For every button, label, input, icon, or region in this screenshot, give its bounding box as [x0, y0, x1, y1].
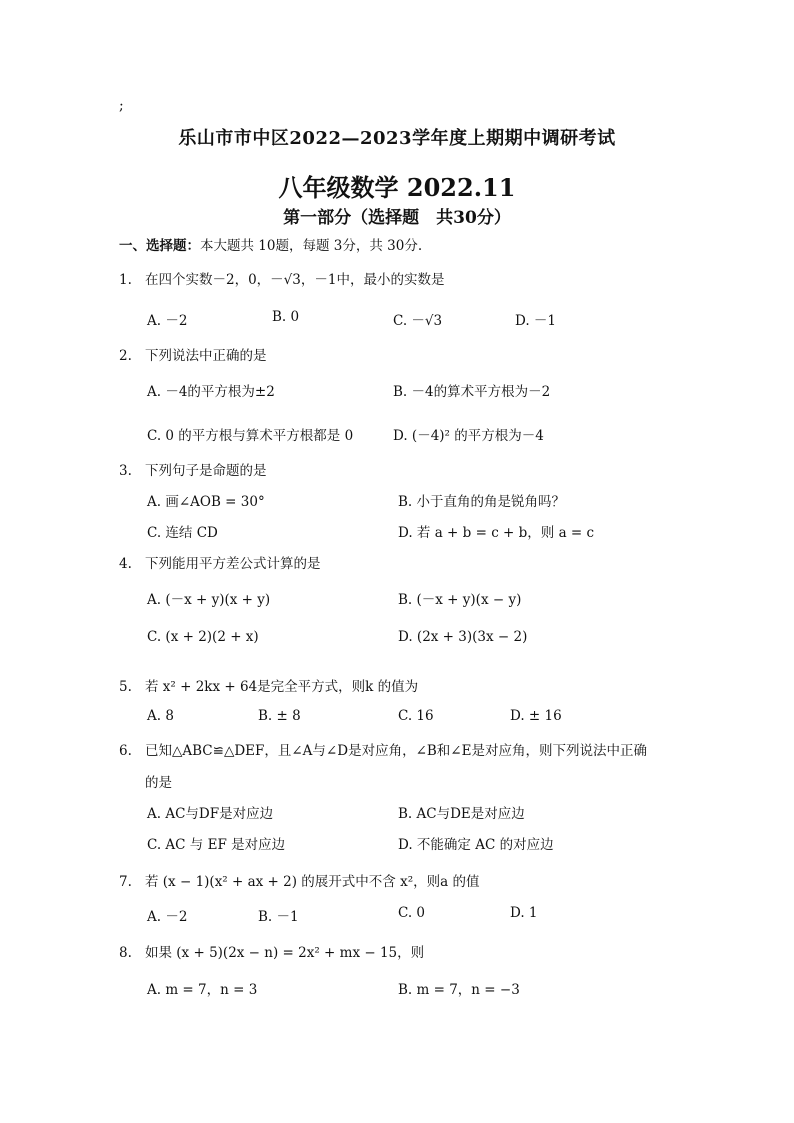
q3-option-d: D. 若 a + b = c + b，则 a = c: [398, 525, 595, 541]
q8-option-b: B. m = 7，n = −3: [398, 982, 520, 998]
question-8-stem: [119, 941, 424, 961]
question-number: 5.: [119, 679, 132, 695]
section-label: 一、选择题：: [119, 238, 200, 254]
question-text: 下列能用平方差公式计算的是: [145, 556, 321, 572]
q7-option-a: A. －2: [147, 909, 188, 925]
question-text: 已知△ABC≌△DEF，且∠A与∠D是对应角，∠B和∠E是对应角，则下列说法中正确: [145, 743, 647, 759]
q8-option-a: A. m = 7，n = 3: [147, 982, 258, 998]
question-3-stem: [119, 459, 267, 479]
q2-option-d: D. (－4)² 的平方根为－4: [393, 428, 544, 444]
section-description: 本大题共 10题，每题 3分，共 30分.: [200, 238, 423, 254]
question-number: 3.: [119, 463, 132, 479]
q3-option-b: B. 小于直角的角是锐角吗？: [398, 494, 566, 510]
q6-option-c: C. AC 与 EF 是对应边: [147, 837, 286, 853]
q2-option-c: C. 0 的平方根与算术平方根都是 0: [147, 428, 354, 444]
q6-option-a: A. AC与DF是对应边: [147, 806, 274, 822]
question-number: 1.: [119, 272, 132, 288]
q1-option-d: D. －1: [515, 313, 557, 329]
part-heading: 第一部分（选择题 共30分）: [283, 208, 511, 228]
q3-option-c: C. 连结 CD: [147, 525, 218, 541]
q5-option-c: C. 16: [398, 708, 434, 724]
question-text: 如果 (x + 5)(2x − n) = 2x² + mx − 15，则: [145, 945, 425, 961]
q5-option-d: D. ± 16: [510, 708, 562, 724]
q5-option-b: B. ± 8: [258, 708, 301, 724]
question-7-stem: [119, 870, 479, 890]
question-text: 若 x² + 2kx + 64是完全平方式，则k 的值为: [145, 679, 419, 695]
q2-option-b: B. －4的算术平方根为－2: [393, 384, 551, 400]
q6-option-b: B. AC与DE是对应边: [398, 806, 525, 822]
q4-option-b: B. (－x + y)(x − y): [398, 592, 522, 608]
question-number: 6.: [119, 743, 132, 759]
q3-option-a: A. 画∠AOB = 30°: [147, 494, 265, 510]
question-5-stem: [119, 675, 418, 695]
question-text: 下列说法中正确的是: [145, 348, 267, 364]
question-text: 若 (x − 1)(x² + ax + 2) 的展开式中不含 x²，则a 的值: [145, 874, 480, 890]
question-number: 7.: [119, 874, 132, 890]
exam-title: 乐山市市中区2022—2023学年度上期期中调研考试: [178, 128, 616, 149]
stray-mark: ;: [119, 98, 124, 114]
question-text: 在四个实数－2，0，－√3，－1中，最小的实数是: [145, 272, 445, 288]
q4-option-d: D. (2x + 3)(3x − 2): [398, 629, 528, 645]
q1-option-b: B. 0: [272, 309, 300, 325]
question-6-stem: [119, 739, 647, 759]
question-number: 2.: [119, 348, 132, 364]
exam-subtitle: 八年级数学 2022.11: [278, 173, 516, 202]
question-1-stem: [119, 268, 444, 288]
section-heading: [119, 234, 422, 254]
q4-option-a: A. (－x + y)(x + y): [147, 592, 271, 608]
q1-option-a: A. －2: [147, 313, 188, 329]
q1-option-c: C. －√3: [393, 313, 443, 329]
q5-option-a: A. 8: [147, 708, 174, 724]
question-number: 4.: [119, 556, 132, 572]
question-6-stem-continued: 的是: [145, 775, 172, 791]
q6-option-d: D. 不能确定 AC 的对应边: [398, 837, 554, 853]
q7-option-d: D. 1: [510, 905, 538, 921]
q2-option-a: A. －4的平方根为±2: [147, 384, 275, 400]
q4-option-c: C. (x + 2)(2 + x): [147, 629, 259, 645]
question-number: 8.: [119, 945, 132, 961]
question-text: 下列句子是命题的是: [145, 463, 267, 479]
question-4-stem: [119, 552, 321, 572]
q7-option-c: C. 0: [398, 905, 426, 921]
q7-option-b: B. －1: [258, 909, 299, 925]
question-2-stem: [119, 344, 267, 364]
